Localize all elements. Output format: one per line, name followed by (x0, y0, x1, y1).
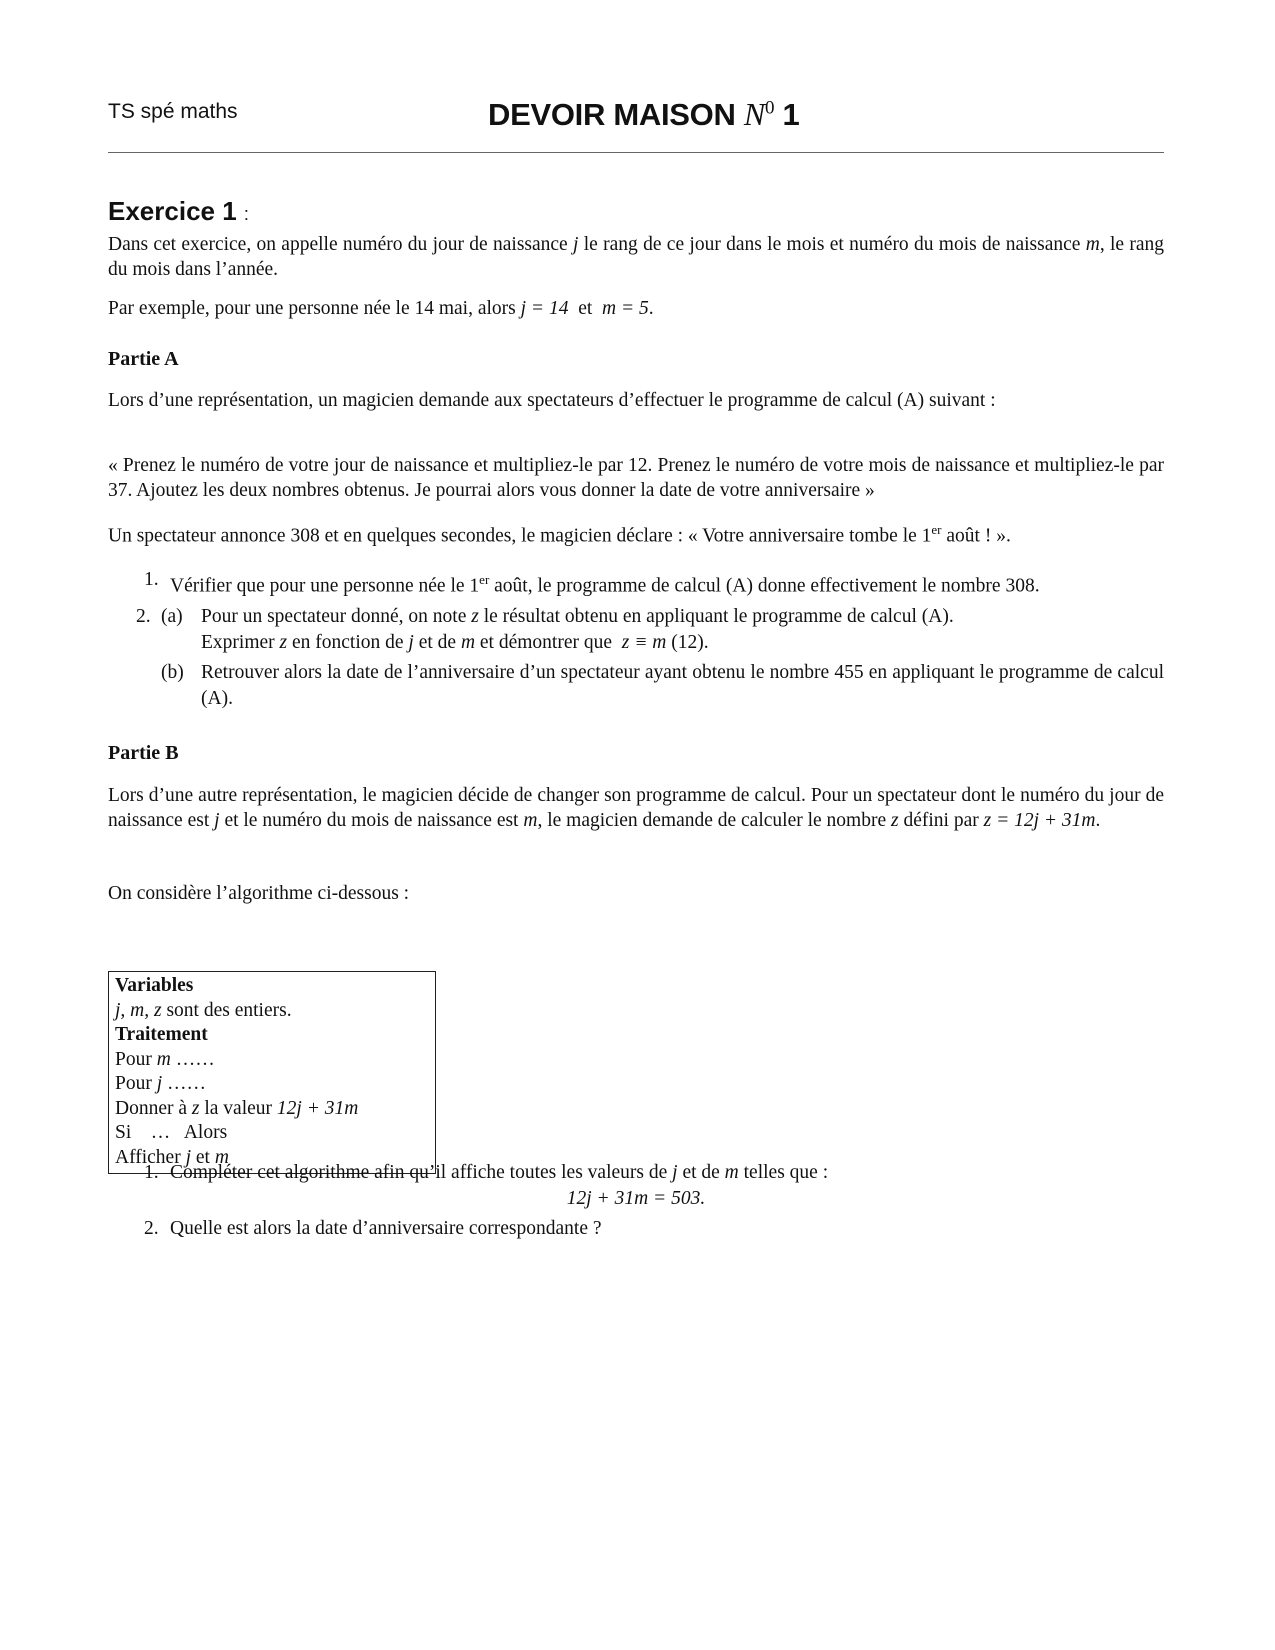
part-b-heading: Partie B (108, 742, 179, 764)
formula: z = 12j + 31m (983, 810, 1096, 831)
var-j: j (214, 810, 220, 831)
paragraph-text: août ! ». (941, 525, 1011, 547)
var-m: m (1085, 234, 1100, 255)
question-text: Pour un spectateur donné, on note (201, 605, 467, 627)
question-text: le résultat obtenu en appliquant le programme de calcul (A). (483, 605, 954, 627)
question-b1-equation: 12j + 31m = 503. (566, 1188, 706, 1209)
question-2b (108, 660, 1164, 712)
part-b-paragraph-2: On considère l’algorithme ci-dessous : (108, 883, 410, 904)
part-a-quote: « Prenez le numéro de votre jour de naissance et multipliez-le par 12. Prenez le numéro de votre mois de naissance et multipliez-le par 37. Ajoutez les deux nombres obtenus. Je pourrai alors vous donner la date de votre anniversaire » (108, 455, 1164, 501)
var-m: m (156, 1048, 171, 1070)
var-m: m (214, 1146, 229, 1168)
paragraph-text: défini par (903, 810, 979, 831)
question-text: et de (418, 631, 457, 653)
question-b1 (108, 1160, 1164, 1186)
superscript: er (931, 522, 942, 537)
equation: j = 14 (520, 298, 569, 319)
algo-assign (115, 1097, 429, 1122)
var-z: z (891, 810, 899, 831)
question-text: et de (682, 1162, 720, 1183)
algo-keyword: Donner à (115, 1097, 188, 1119)
intro-text: et (578, 298, 593, 319)
equation: m = 5 (602, 298, 649, 319)
algo-expression: 12j + 31m (276, 1097, 359, 1119)
title-number: 1 (782, 97, 800, 132)
var-j: j (185, 1146, 191, 1168)
question-text: et démontrer que (479, 631, 613, 653)
var-m: m (460, 631, 476, 653)
question-1 (108, 567, 1164, 600)
paragraph-text: , le magicien demande de calculer le nombre (537, 810, 887, 831)
title-text: DEVOIR MAISON (488, 97, 736, 132)
algo-variables-line (115, 999, 429, 1024)
question-number: 2. (144, 1218, 159, 1239)
var-j: j (672, 1162, 678, 1183)
algo-var-names: j, m, z (115, 999, 162, 1021)
var-m: m (523, 810, 538, 831)
algo-text: la valeur (204, 1097, 273, 1119)
algo-traitement-heading: Traitement (115, 1024, 208, 1045)
intro-paragraph-1 (108, 232, 1164, 282)
algo-condition (115, 1121, 429, 1146)
question-text: août, le programme de calcul (A) donne effectivement le nombre 308. (489, 575, 1040, 597)
algo-keyword: Pour (115, 1073, 152, 1094)
question-text: Retrouver alors la date de l’anniversaire d’un spectateur ayant obtenu le nombre 455 en appliquant le programme de calcul (A). (201, 661, 1164, 709)
question-2a (108, 604, 1164, 656)
sub-question-label: (b) (161, 661, 184, 683)
algo-blank: …… (175, 1048, 215, 1070)
var-z: z (471, 605, 479, 627)
question-text: en fonction de (291, 631, 404, 653)
page-title (488, 96, 799, 133)
question-b2 (108, 1216, 1164, 1242)
paragraph-text: Lors d’une autre représentation, le magicien décide de changer son programme de calcul. Pour un spectateur dont le numéro du jour de naissance est (108, 785, 1164, 831)
var-z: z (191, 1097, 200, 1119)
question-text: Compléter cet algorithme afin qu’il affiche toutes les valeurs de (170, 1162, 668, 1183)
intro-text: . (648, 298, 654, 319)
algo-keyword: Alors (183, 1122, 228, 1143)
exercise-title-text: Exercice 1 (108, 196, 237, 226)
title-superscript: 0 (764, 97, 775, 119)
question-number: 1. (144, 1162, 159, 1183)
algo-keyword: Si (115, 1122, 132, 1143)
question-number: 2. (136, 605, 151, 627)
question-number: 1. (144, 569, 159, 590)
algo-text: sont des entiers. (166, 999, 292, 1021)
question-text: Exprimer (201, 631, 275, 653)
algo-blank: …… (167, 1073, 207, 1094)
var-j: j (573, 234, 579, 255)
course-label: TS spé maths (108, 100, 238, 123)
intro-text: Dans cet exercice, on appelle numéro du jour de naissance (108, 234, 568, 255)
algo-text: et (195, 1146, 210, 1168)
part-a-heading: Partie A (108, 348, 179, 370)
algo-keyword: Afficher (115, 1146, 181, 1168)
paragraph-text: Un spectateur annonce 308 et en quelques secondes, le magicien déclare : « Votre anniversaire tombe le 1 (108, 525, 932, 547)
part-b-questions (108, 1160, 1164, 1242)
intro-text: le rang de ce jour dans le mois et numéro du mois de naissance (583, 234, 1081, 255)
exercise-title-colon: : (243, 204, 249, 224)
question-text: telles que : (743, 1162, 829, 1183)
congruence: z ≡ m (621, 631, 667, 653)
algo-blank: … (150, 1122, 171, 1143)
part-a-paragraph-1: Lors d’une représentation, un magicien demande aux spectateurs d’effectuer le programme de calcul (A) suivant : (108, 390, 996, 411)
part-b-paragraph-1 (108, 783, 1164, 833)
question-text: (12). (671, 631, 709, 653)
exercise-title (108, 196, 249, 227)
part-a-questions (108, 567, 1164, 712)
algo-loop-m (115, 1048, 429, 1073)
algo-loop-j (115, 1072, 429, 1097)
algorithm-box (108, 971, 436, 1174)
superscript: er (479, 572, 490, 587)
paragraph-text: . (1095, 810, 1101, 831)
page-header (108, 92, 1164, 153)
part-a-paragraph-3 (108, 517, 1164, 549)
question-text: Quelle est alors la date d’anniversaire correspondante ? (170, 1218, 602, 1239)
var-j: j (156, 1073, 163, 1094)
sub-question-label: (a) (161, 605, 183, 627)
var-z: z (279, 631, 288, 653)
intro-paragraph-2 (108, 296, 1164, 321)
algo-variables-heading: Variables (115, 975, 194, 996)
question-text: Vérifier que pour une personne née le 1 (170, 575, 480, 597)
intro-text: , le rang du mois dans l’année. (108, 234, 1165, 280)
intro-text: Par exemple, pour une personne née le 14 mai, alors (108, 298, 516, 319)
paragraph-text: et le numéro du mois de naissance est (224, 810, 519, 831)
var-j: j (408, 631, 414, 653)
var-m: m (724, 1162, 739, 1183)
algo-keyword: Pour (115, 1048, 152, 1070)
title-symbol: N (743, 96, 765, 132)
